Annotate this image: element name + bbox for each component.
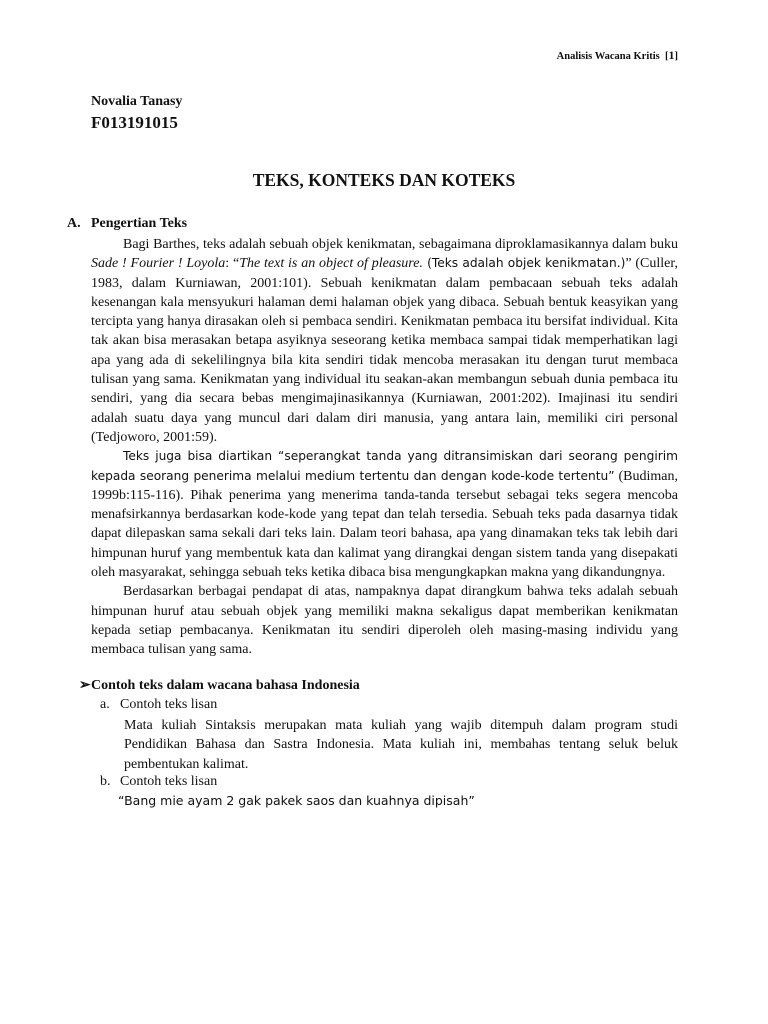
page-number: 1 [668,48,675,62]
paragraph-2: Teks juga bisa diartikan “seperangkat tanda yang ditransimiskan dari seorang pengirim kepada seorang penerima melalui medium tertentu dan dengan kode-kode tertentu” (Budiman, 1999b:115-116). Pihak penerima yang menerima tanda-tanda tersebut sebagai teks segera mencoba menafsirkannya berdasarkan kode-kode yang tepat dan telah tersedia. Sebuah teks pada dasarnya tidak dapat dilepaskan sama sekali dari teks lain. Dalam teori bahasa, apa yang dinamakan teks tak lebih dari himpunan huruf yang membentuk kata dan kalimat yang dirangkai dengan sistem tanda yang disepakati oleh masyarakat, sehingga sebuah teks ketika dibaca bisa mengungkapkan makna yang dikandungnya. [91,449,679,581]
author-name: Novalia Tanasy [91,94,183,109]
document-title: TEKS, KONTEKS DAN KOTEKS [252,170,516,190]
example-item-b: b. Contoh teks lisan [100,774,218,789]
definition-quote: Teks juga bisa diartikan “seperangkat tanda yang ditransimiskan dari seorang pengirim kepada seorang penerima melalui medium tertentu dan dengan kode-kode tertentu” [91,449,678,483]
arrow-bullet-icon: ➢ [79,678,91,693]
paragraph-1: Bagi Barthes, teks adalah sebuah objek kenikmatan, sebagaimana diproklamasikannya dalam buku Sade ! Fourier ! Loyola: “The text is an object of pleasure. (Teks adalah objek kenikmatan.)” (Culler, 1983, dalam Kurniawan, 2001:101). Sebuah kenikmatan dalam pembacaan sebuah teks adalah kesenangan kala mensyukuri halaman demi halaman objek yang dibaca. Sebuah bentuk keasyikan yang tercipta yang hanya dirasakan oleh si pembaca sendiri. Kenikmatan pembaca itu bersifat individual. Kita tak akan bisa merasakan betapa asyiknya seseorang ketika membaca sampai tidak memperhatikan lagi apa yang ada di sekelilingnya bila kita sendiri tidak mencoba merasakan itu dengan turut membaca tulisan yang sama. Kenikmatan yang individual itu seakan-akan membangun sebuah dunia pembaca itu sendiri, yang dia secara bebas mengimajinasikannya (Kurniawan, 2001:202). Imajinasi itu sendiri adalah suatu daya yang muncul dari dalam diri manusia, yang antara lain, memiliki ciri personal (Tedjoworo, 2001:59). [91,237,678,445]
section-heading [67,216,187,232]
barthes-quote: The text is an object of pleasure. [239,256,423,272]
example-b-quote: “Bang mie ayam 2 gak pakek saos dan kuahnya dipisah” [118,793,475,808]
example-item-a: a. Contoh teks lisan [100,697,218,712]
student-id: F013191015 [91,113,178,132]
examples-heading [79,677,360,694]
running-header: Analisis Wacana Kritis [1] [556,48,678,62]
example-a-text: Mata kuliah Sintaksis merupakan mata kuliah yang wajib ditempuh dalam program studi Pendidikan Bahasa dan Sastra Indonesia. Mata kuliah ini, membahas tentang seluk beluk pembentukan kalimat. [124,718,678,772]
examples-title: Contoh teks dalam wacana bahasa Indonesia [91,678,360,693]
body-text [91,235,678,660]
section-letter: A. [67,216,81,231]
quote-translation: (Teks adalah objek kenikmatan.) [422,256,626,271]
example-a-label: Contoh teks lisan [120,697,218,712]
section-title: Pengertian Teks [91,216,188,231]
book-title: Sade ! Fourier ! Loyola [91,256,226,272]
header-title: Analisis Wacana Kritis [556,51,660,62]
example-b-label: Contoh teks lisan [120,774,218,789]
paragraph-3: Berdasarkan berbagai pendapat di atas, nampaknya dapat dirangkum bahwa teks adalah sebuah himpunan huruf atau sebuah objek yang memiliki makna sekaligus dapat memberikan kenikmatan kepada setiap pembacanya. Kenikmatan itu sendiri diperoleh oleh masing-masing individu yang membaca tulisan yang sama. [91,584,678,658]
